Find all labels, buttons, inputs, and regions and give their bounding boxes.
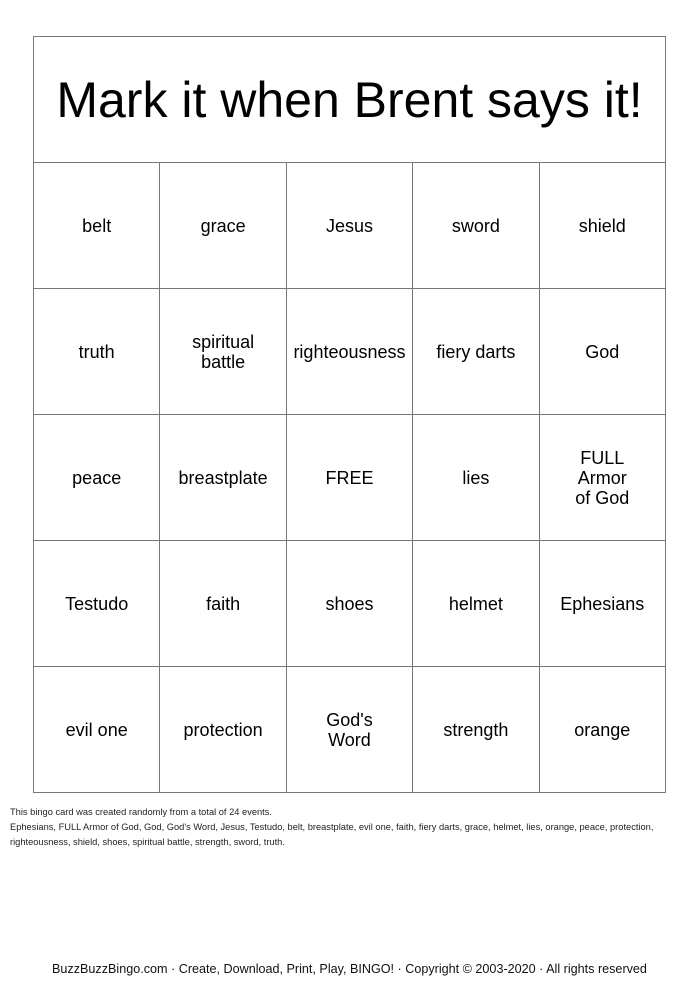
bingo-cell[interactable]: truth [34,289,160,415]
card-row [34,163,666,289]
info-summary: This bingo card was created randomly from a total of 24 events. [10,807,272,817]
bingo-cell[interactable]: Jesus [286,163,412,289]
bingo-cell[interactable]: breastplate [160,415,286,541]
free-space[interactable]: FREE [286,415,412,541]
bingo-cell[interactable]: God [539,289,665,415]
bingo-cell[interactable]: Ephesians [539,541,665,667]
card-row [34,541,666,667]
card-row [34,415,666,541]
bingo-cell[interactable]: righteousness [286,289,412,415]
card-row [34,667,666,793]
bingo-card [33,36,666,793]
card-title: Mark it when Brent says it! [34,37,666,163]
bingo-cell[interactable]: sword [413,163,539,289]
bingo-cell[interactable]: Testudo [34,541,160,667]
card-info [10,805,690,850]
bingo-cell[interactable]: protection [160,667,286,793]
bingo-cell[interactable]: peace [34,415,160,541]
bingo-cell[interactable]: shoes [286,541,412,667]
bingo-cell[interactable]: lies [413,415,539,541]
bingo-cell[interactable]: shield [539,163,665,289]
card-row [34,289,666,415]
bingo-cell[interactable]: FULL Armor of God [539,415,665,541]
bingo-cell[interactable]: faith [160,541,286,667]
bingo-cell[interactable]: evil one [34,667,160,793]
footer-copyright: BuzzBuzzBingo.com · Create, Download, Print, Play, BINGO! · Copyright © 2003-2020 · All rights reserved [52,962,647,976]
bingo-cell[interactable]: belt [34,163,160,289]
bingo-cell[interactable]: God's Word [286,667,412,793]
bingo-cell[interactable]: strength [413,667,539,793]
bingo-cell[interactable]: fiery darts [413,289,539,415]
bingo-cell[interactable]: orange [539,667,665,793]
bingo-cell[interactable]: helmet [413,541,539,667]
bingo-cell[interactable]: grace [160,163,286,289]
info-events-list: Ephesians, FULL Armor of God, God, God's Word, Jesus, Testudo, belt, breastplate, evil one, faith, fiery darts, grace, helmet, lies, orange, peace, protection, righteousness, shield, shoes, spiritual battle, strength, sword, truth. [10,822,654,847]
bingo-cell[interactable]: spiritual battle [160,289,286,415]
